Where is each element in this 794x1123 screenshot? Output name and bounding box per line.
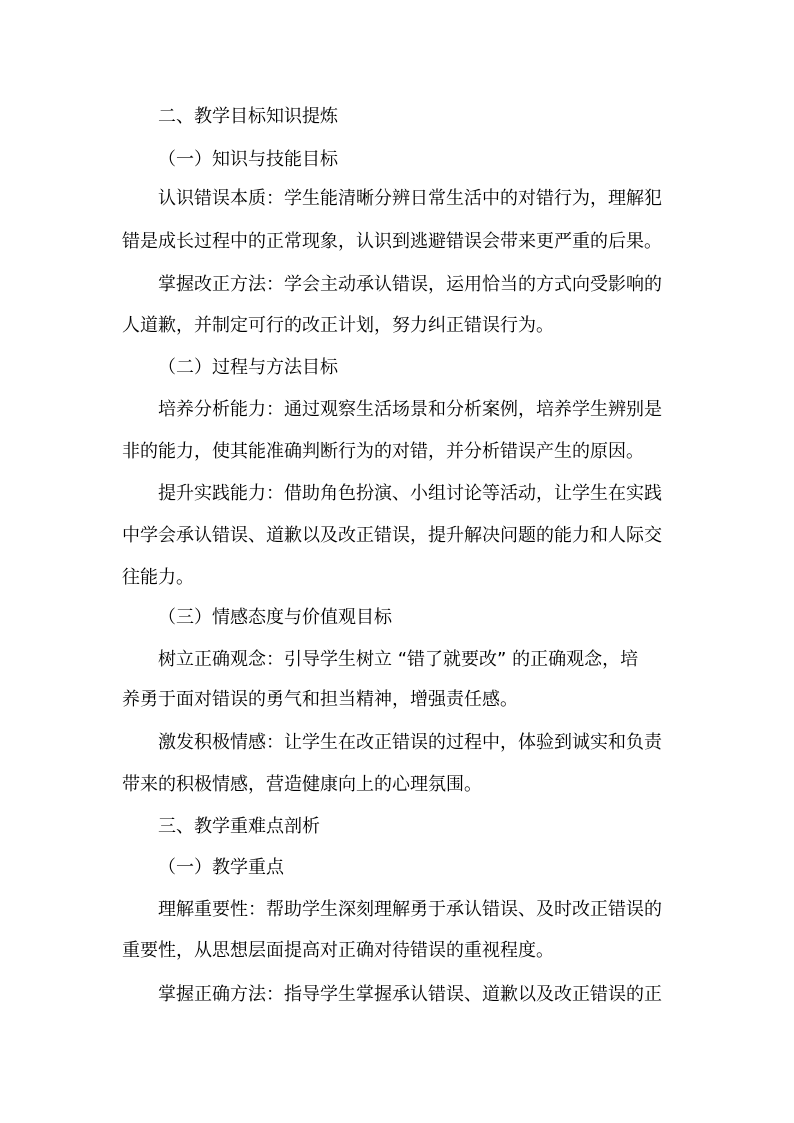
paragraph-line: 重要性，从思想层面提高对正确对待错误的重视程度。 — [122, 940, 554, 961]
paragraph-line: 理解重要性：帮助学生深刻理解勇于承认错误、及时改正错误的 — [158, 899, 662, 920]
paragraph-line: 掌握改正方法：学会主动承认错误，运用恰当的方式向受影响的 — [158, 274, 662, 295]
paragraph-line: 中学会承认错误、道歉以及改正错误，提升解决问题的能力和人际交 — [122, 525, 662, 546]
paragraph-line: 认识错误本质：学生能清晰分辨日常生活中的对错行为，理解犯 — [158, 188, 662, 209]
paragraph-line: 非的能力，使其能准确判断行为的对错，并分析错误产生的原因。 — [122, 441, 644, 462]
paragraph-line: 培养分析能力：通过观察生活场景和分析案例，培养学生辨别是 — [158, 399, 662, 420]
section-heading: 三、教学重难点剖析 — [158, 816, 320, 837]
subsection-heading: （二）过程与方法目标 — [158, 357, 338, 378]
subsection-heading: （一）知识与技能目标 — [158, 149, 338, 170]
paragraph-line: 人道歉，并制定可行的改正计划，努力纠正错误行为。 — [122, 315, 554, 336]
subsection-heading: （一）教学重点 — [158, 857, 284, 878]
section-heading: 二、教学目标知识提炼 — [158, 106, 338, 127]
paragraph-line: 带来的积极情感，营造健康向上的心理氛围。 — [122, 774, 482, 795]
paragraph-line: 往能力。 — [122, 567, 194, 588]
paragraph-line: 掌握正确方法：指导学生掌握承认错误、道歉以及改正错误的正 — [158, 984, 662, 1005]
paragraph-line: 树立正确观念：引导学生树立 “错了就要改” 的正确观念，培 — [158, 649, 639, 670]
paragraph-line: 激发积极情感：让学生在改正错误的过程中，体验到诚实和负责 — [158, 732, 662, 753]
subsection-heading: （三）情感态度与价值观目标 — [158, 607, 392, 628]
paragraph-line: 养勇于面对错误的勇气和担当精神，增强责任感。 — [122, 689, 518, 710]
paragraph-line: 提升实践能力：借助角色扮演、小组讨论等活动，让学生在实践 — [158, 483, 662, 504]
paragraph-line: 错是成长过程中的正常现象，认识到逃避错误会带来更严重的后果。 — [122, 231, 662, 252]
